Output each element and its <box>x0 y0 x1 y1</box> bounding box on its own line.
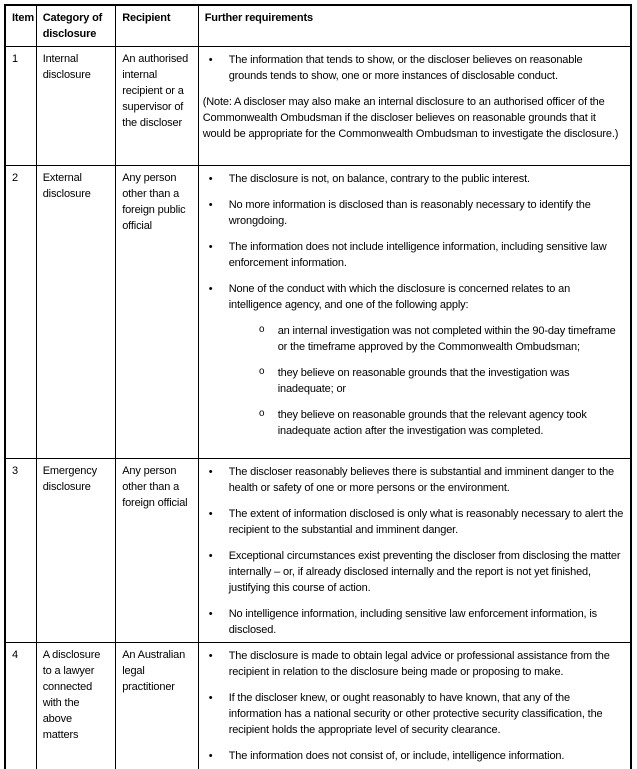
bullet-icon: • <box>208 650 213 662</box>
requirement-text: The information does not include intelligence information, including sensitive law enforcement information. <box>228 241 607 269</box>
bullet-icon: • <box>208 466 213 478</box>
requirement-text: they believe on reasonable grounds that the investigation was inadequate; or <box>277 367 570 395</box>
requirement-text: they believe on reasonable grounds that the relevant agency took inadequate action after the investigation was completed. <box>277 409 587 437</box>
item-cell: 3 <box>5 459 36 643</box>
requirement-text: The disclosure is not, on balance, contrary to the public interest. <box>228 173 530 185</box>
note-text: (Note: A discloser may also make an internal disclosure to an authorised officer of the Commonwealth Ombudsman if the discloser believes on reasonable grounds that it would be appropriate for the Commonwealth Ombudsman to investigate the disclosure.) <box>202 96 619 140</box>
requirement-item <box>203 748 624 764</box>
requirement-item <box>203 239 624 271</box>
item-cell: 4 <box>5 643 36 769</box>
bullet-icon: • <box>208 550 213 562</box>
recipient-cell: An authorised internal recipient or a supervisor of the discloser <box>116 47 199 166</box>
header-recipient: Recipient <box>116 5 199 47</box>
bullet-icon: • <box>208 173 213 185</box>
header-further-requirements: Further requirements <box>198 5 631 47</box>
requirements-cell <box>198 643 631 769</box>
header-item: Item <box>5 5 36 47</box>
requirement-text: The discloser reasonably believes there is substantial and imminent danger to the health or safety of one or more persons or the environment. <box>228 466 614 494</box>
requirement-item <box>203 548 624 596</box>
item-cell: 1 <box>5 47 36 166</box>
table-row <box>5 459 631 643</box>
bullet-icon: • <box>208 241 213 253</box>
table-row <box>5 47 631 166</box>
bullet-icon: • <box>208 508 213 520</box>
category-cell: A disclosure to a lawyer connected with the above matters <box>36 643 116 769</box>
requirement-item <box>203 197 624 229</box>
category-cell: External disclosure <box>36 166 116 459</box>
item-cell: 2 <box>5 166 36 459</box>
requirement-item <box>203 171 624 187</box>
requirement-item <box>203 606 624 638</box>
sub-bullet-icon: o <box>258 325 265 336</box>
bullet-icon: • <box>208 608 213 620</box>
recipient-cell: An Australian legal practitioner <box>116 643 199 769</box>
requirement-text: If the discloser knew, or ought reasonably to have known, that any of the information has a national security or other protective security classification, the recipient holds the appropriate level of security clearance. <box>228 692 603 736</box>
requirement-text: The information does not consist of, or include, intelligence information. <box>228 750 565 762</box>
table-row <box>5 166 631 459</box>
requirement-text: The disclosure is made to obtain legal advice or professional assistance from the recipient in relation to the disclosure being made or proposing to make. <box>228 650 610 678</box>
requirement-note <box>203 94 624 142</box>
disclosure-table <box>4 4 632 769</box>
bullet-icon: • <box>208 692 213 704</box>
requirement-item <box>203 52 624 84</box>
requirement-text: No more information is disclosed than is reasonably necessary to identify the wrongdoing. <box>228 199 591 227</box>
sub-bullet-icon: o <box>258 409 265 420</box>
requirement-sub-item <box>203 407 624 439</box>
requirement-item <box>203 281 624 313</box>
requirement-text: The information that tends to show, or the discloser believes on reasonable grounds tends to show, one or more instances of disclosable conduct. <box>228 54 583 82</box>
requirement-text: Exceptional circumstances exist preventing the discloser from disclosing the matter internally – or, if already disclosed internally and the report is not yet finished, justifying this course of action. <box>228 550 621 594</box>
requirements-cell <box>198 47 631 166</box>
category-cell: Emergency disclosure <box>36 459 116 643</box>
requirement-sub-item <box>203 365 624 397</box>
recipient-cell: Any person other than a foreign official <box>116 459 199 643</box>
requirement-text: The extent of information disclosed is only what is reasonably necessary to alert the recipient to the substantial and imminent danger. <box>228 508 624 536</box>
requirement-text: No intelligence information, including sensitive law enforcement information, is disclosed. <box>228 608 598 636</box>
requirements-cell <box>198 166 631 459</box>
bullet-icon: • <box>208 750 213 762</box>
requirement-text: None of the conduct with which the disclosure is concerned relates to an intelligence agency, and one of the following apply: <box>228 283 571 311</box>
requirement-item <box>203 506 624 538</box>
header-category: Category of disclosure <box>36 5 116 47</box>
bullet-icon: • <box>208 283 213 295</box>
bullet-icon: • <box>208 54 213 66</box>
requirements-cell <box>198 459 631 643</box>
requirement-item <box>203 690 624 738</box>
bullet-icon: • <box>208 199 213 211</box>
sub-bullet-icon: o <box>258 367 265 378</box>
table-row <box>5 643 631 769</box>
requirement-text: an internal investigation was not completed within the 90-day timeframe or the timeframe approved by the Commonwealth Ombudsman; <box>277 325 616 353</box>
requirement-item <box>203 464 624 496</box>
recipient-cell: Any person other than a foreign public official <box>116 166 199 459</box>
requirement-sub-item <box>203 323 624 355</box>
category-cell: Internal disclosure <box>36 47 116 166</box>
requirement-item <box>203 648 624 680</box>
header-row <box>5 5 631 47</box>
